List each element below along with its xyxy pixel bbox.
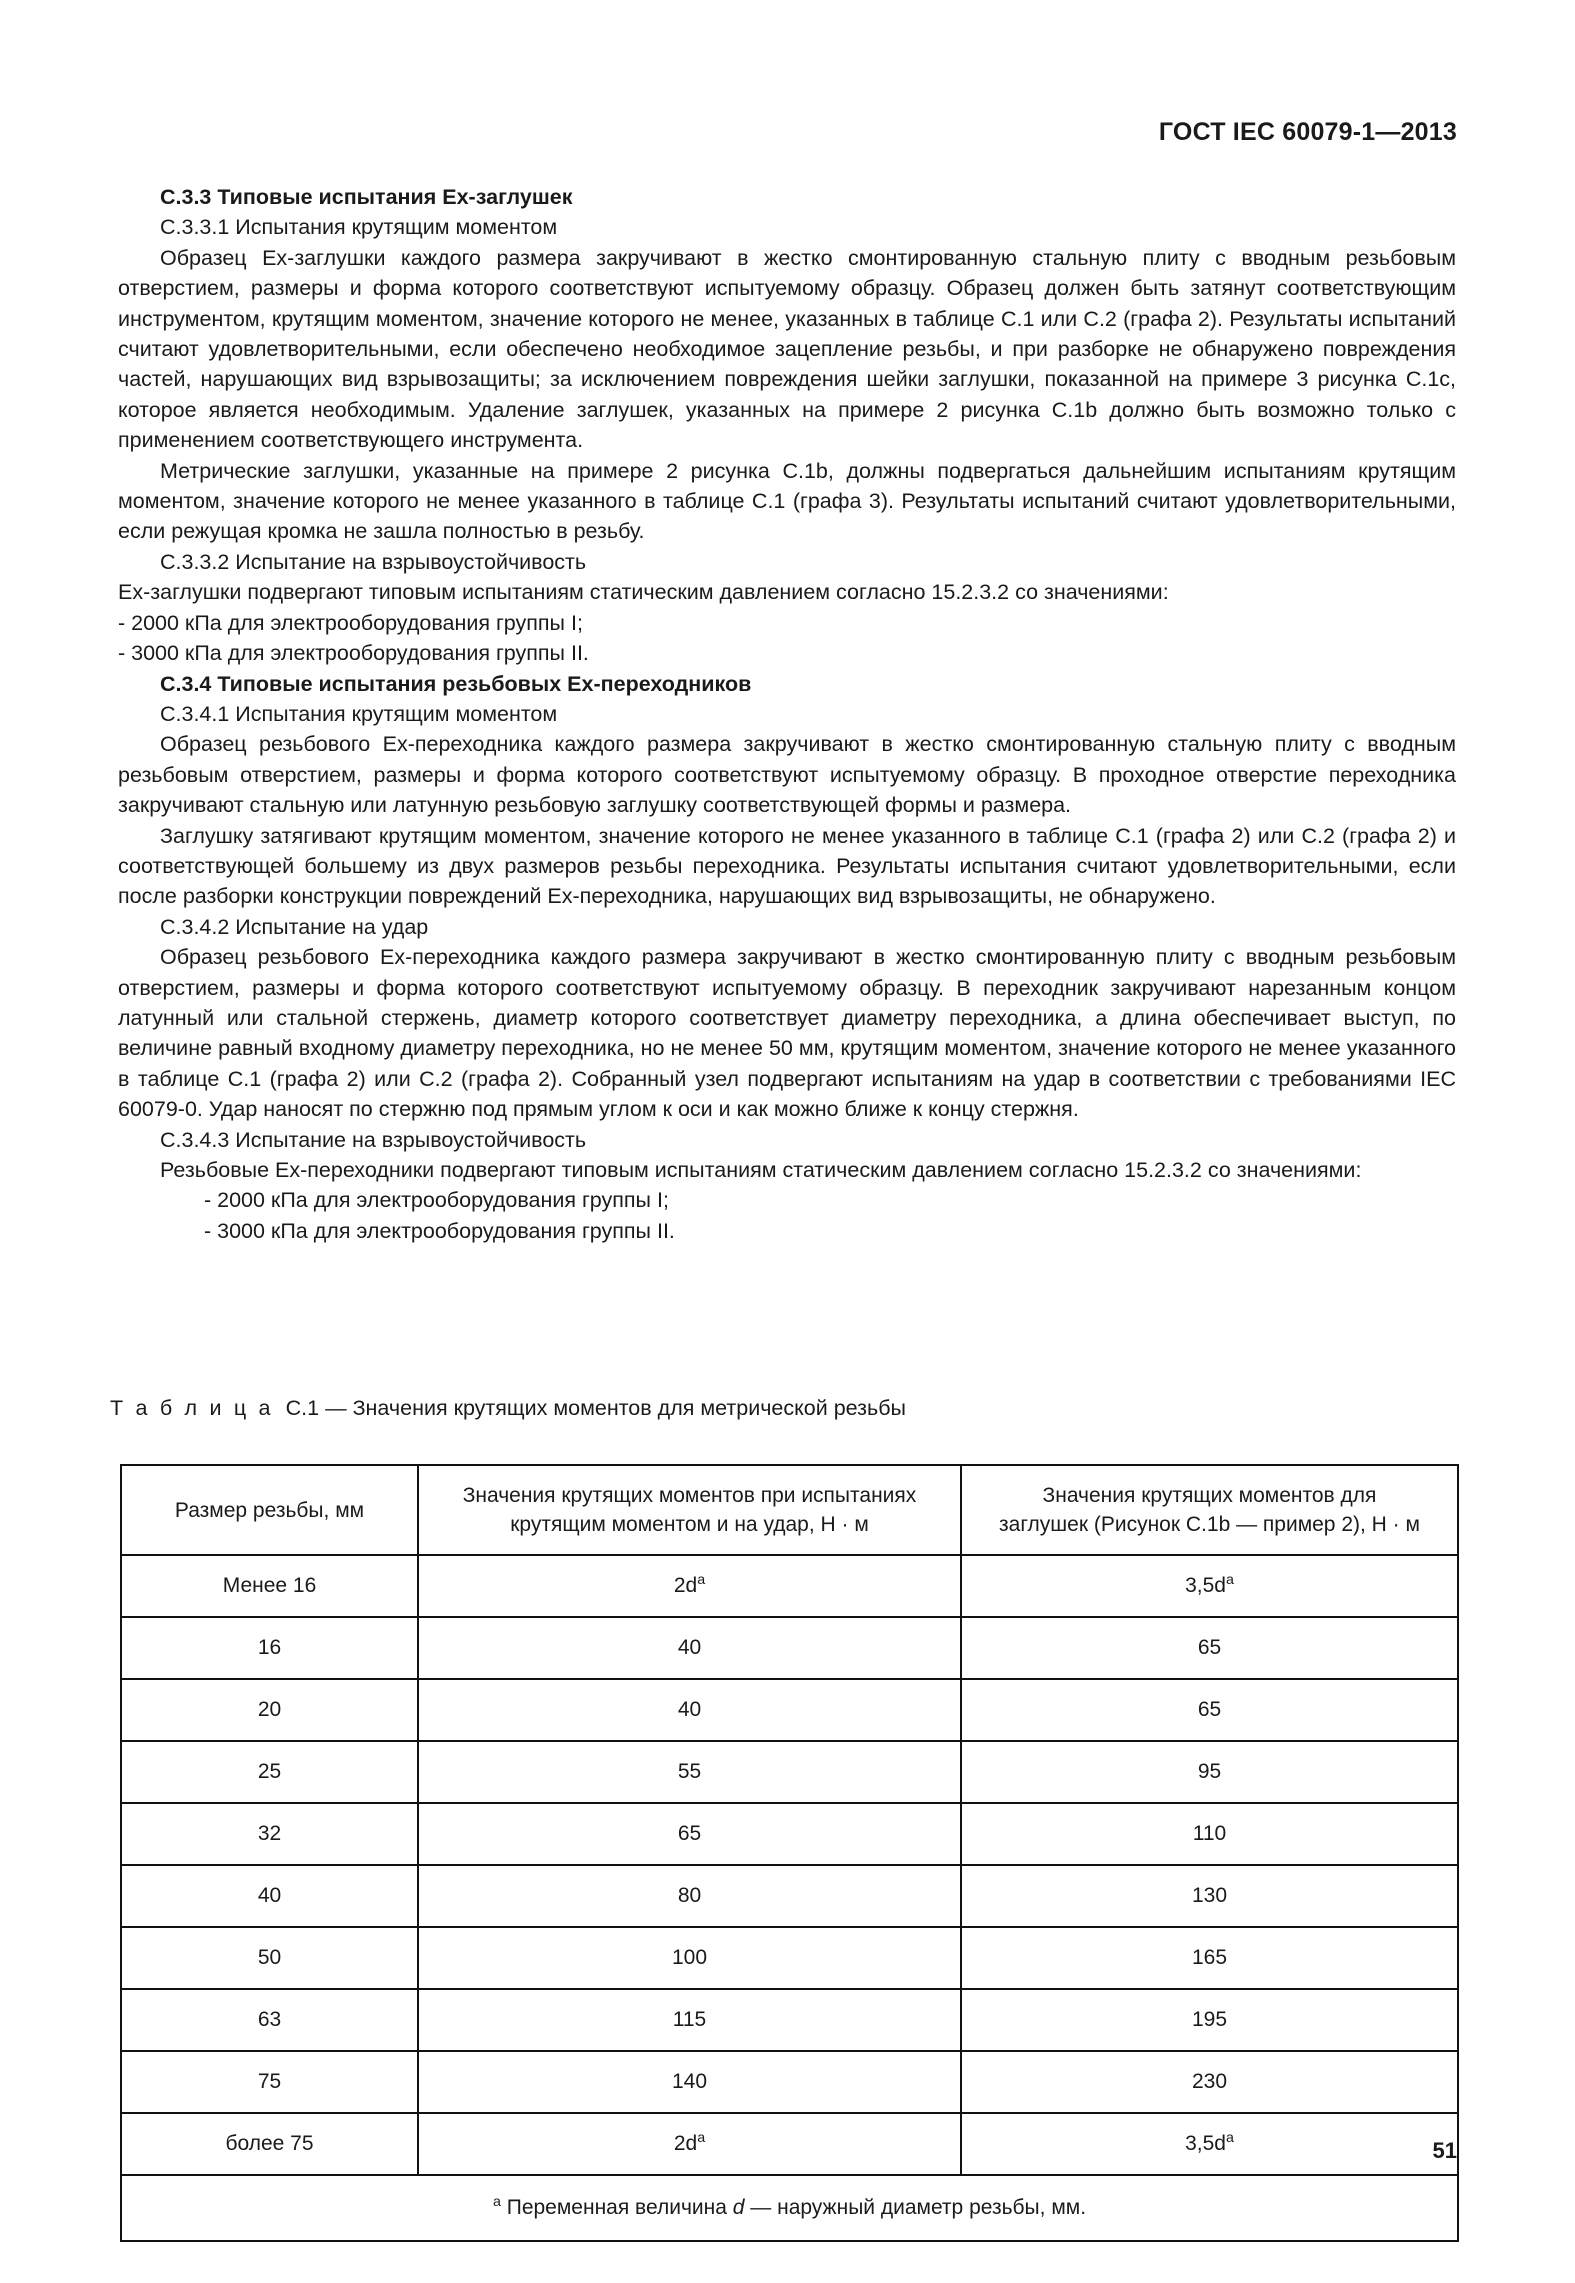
- table-c1: [120, 1464, 1459, 2242]
- column-header-plug-torque: [961, 1465, 1458, 1555]
- heading-c34: C.3.4 Типовые испытания резьбовых Ex-переходников: [160, 671, 752, 696]
- cell-plug-torque: [961, 1679, 1458, 1741]
- column-header-plug-torque-line1: Значения крутящих моментов для: [1042, 1484, 1377, 1507]
- footnote-text-after: — наружный диаметр резьбы, мм.: [744, 2196, 1087, 2219]
- cell-plug-torque-footnote-ref: a: [1225, 1572, 1234, 1588]
- table-row: [121, 1927, 1458, 1989]
- cell-plug-torque: [961, 1803, 1458, 1865]
- heading-c342: C.3.4.2 Испытание на удар: [160, 914, 429, 939]
- cell-thread-size: 75: [121, 2051, 418, 2113]
- cell-torque-impact: [418, 2113, 961, 2175]
- paragraph-c341-2: Заглушку затягивают крутящим моментом, значение которого не менее указанного в таблице С.1 (графа 2) или С.2 (графа 2) и соответствующей большему из двух размеров резьбы переходника. Результаты испытания считают удовлетворительными, если после разборки конструкции повреждений Ex-переходника, нарушающих вид взрывозащиты, не обнаружено.: [118, 823, 1456, 909]
- footnote-marker: a: [492, 2194, 501, 2210]
- table-c1-wrapper: [120, 1464, 1457, 2242]
- cell-torque-impact-value: 115: [672, 2008, 707, 2031]
- cell-torque-impact-value: 65: [677, 1822, 702, 1845]
- paragraph-c343-1: Резьбовые Ex-переходники подвергают типовым испытаниям статическим давлением согласно 15.2.3.2 со значениями:: [160, 1158, 1362, 1182]
- cell-plug-torque-value: 110: [1192, 1822, 1227, 1845]
- cell-plug-torque-value: 195: [1191, 2008, 1228, 2031]
- column-header-thread-size: [121, 1465, 418, 1555]
- cell-plug-torque-value: 3,5d: [1185, 1574, 1226, 1597]
- cell-torque-impact-value: 40: [677, 1698, 702, 1721]
- list-item-c3332-group1: - 2000 кПа для электрооборудования группы I;: [118, 610, 583, 635]
- table-row: [121, 2113, 1458, 2175]
- cell-torque-impact-value: 2d: [673, 2132, 698, 2155]
- table-body: [121, 1555, 1458, 2175]
- cell-thread-size: Менее 16: [121, 1555, 418, 1617]
- heading-c341: C.3.4.1 Испытания крутящим моментом: [160, 701, 558, 726]
- cell-torque-impact: [418, 1741, 961, 1803]
- cell-plug-torque: [961, 1927, 1458, 1989]
- table-caption-number: С.1: [285, 1396, 320, 1420]
- cell-plug-torque: [961, 1741, 1458, 1803]
- column-header-plug-torque-line2: заглушек (Рисунок C.1b — пример 2), Н · м: [999, 1513, 1420, 1536]
- cell-plug-torque: [961, 1617, 1458, 1679]
- list-item-c343-group1: - 2000 кПа для электрооборудования группы I;: [204, 1188, 669, 1213]
- cell-thread-size: 16: [121, 1617, 418, 1679]
- cell-torque-impact-value: 140: [671, 2070, 708, 2093]
- table-caption-dash: —: [325, 1396, 347, 1420]
- heading-c343: C.3.4.3 Испытание на взрывоустойчивость: [160, 1127, 587, 1152]
- cell-torque-impact: [418, 1617, 961, 1679]
- cell-plug-torque-value: 95: [1197, 1760, 1222, 1783]
- cell-torque-impact-value: 55: [677, 1760, 702, 1783]
- running-header-standard-id: ГОСТ IEC 60079-1—2013: [1158, 118, 1457, 146]
- column-header-torque-impact: [418, 1465, 961, 1555]
- cell-plug-torque-value: 230: [1191, 2070, 1228, 2093]
- cell-plug-torque-value: 65: [1197, 1698, 1222, 1721]
- cell-torque-impact: [418, 1989, 961, 2051]
- cell-thread-size: более 75: [121, 2113, 418, 2175]
- cell-torque-impact-footnote-ref: a: [697, 2130, 706, 2146]
- cell-plug-torque-value: 65: [1197, 1636, 1222, 1659]
- paragraph-c3332-1: Ex-заглушки подвергают типовым испытаниям статическим давлением согласно 15.2.3.2 со значениями:: [118, 580, 1169, 605]
- page-number: 51: [1432, 2138, 1457, 2163]
- cell-thread-size: 63: [121, 1989, 418, 2051]
- list-item-c3332-group2: - 3000 кПа для электрооборудования группы II.: [118, 641, 589, 666]
- cell-torque-impact-value: 80: [677, 1884, 702, 1907]
- table-row: [121, 1865, 1458, 1927]
- column-header-torque-impact-line2: крутящим моментом и на удар, Н · м: [510, 1513, 869, 1536]
- cell-torque-impact: [418, 1803, 961, 1865]
- cell-plug-torque: [961, 2051, 1458, 2113]
- cell-plug-torque: [961, 1555, 1458, 1617]
- cell-plug-torque-value: 165: [1191, 1946, 1228, 1969]
- table-header-row: [121, 1465, 1458, 1555]
- column-header-thread-size-line1: Размер резьбы, мм: [174, 1498, 365, 1522]
- paragraph-c3331-1: Образец Ex-заглушки каждого размера закручивают в жестко смонтированную стальную плиту с вводным резьбовым отверстием, размеры и форма которого соответствуют испытуемому образцу. Образец должен быть затянут соответствующим инструментом, крутящим моментом, значение которого не менее, указанных в таблице С.1 или С.2 (графа 2). Результаты испытаний считают удовлетворительными, если обеспечено необходимое зацепление резьбы, и при разборке не обнаружено повреждения частей, нарушающих вид взрывозащиты; за исключением повреждения шейки заглушки, показанной на примере 3 рисунка C.1c, которое является необходимым. Удаление заглушек, указанных на примере 2 рисунка C.1b должно быть возможно только с применением соответствующего инструмента.: [118, 245, 1456, 453]
- cell-torque-impact: [418, 1927, 961, 1989]
- table-footnote-cell: [121, 2175, 1458, 2241]
- cell-thread-size: 40: [121, 1865, 418, 1927]
- cell-plug-torque-value: 130: [1191, 1884, 1228, 1907]
- table-caption-label: Т а б л и ц а: [110, 1396, 274, 1420]
- cell-plug-torque: [961, 2113, 1458, 2175]
- cell-torque-impact-value: 40: [677, 1636, 702, 1659]
- table-row: [121, 2051, 1458, 2113]
- cell-thread-size: 50: [121, 1927, 418, 1989]
- heading-c3332: C.3.3.2 Испытание на взрывоустойчивость: [160, 549, 587, 574]
- cell-plug-torque-footnote-ref: a: [1225, 2130, 1234, 2146]
- table-row: [121, 1803, 1458, 1865]
- cell-plug-torque: [961, 1989, 1458, 2051]
- list-item-c343-group2: - 3000 кПа для электрооборудования группы II.: [204, 1218, 675, 1243]
- cell-torque-impact: [418, 1679, 961, 1741]
- cell-torque-impact: [418, 2051, 961, 2113]
- cell-thread-size: 25: [121, 1741, 418, 1803]
- table-row: [121, 1617, 1458, 1679]
- table-row: [121, 1989, 1458, 2051]
- body-text-block: [118, 182, 1456, 1246]
- heading-c333: C.3.3 Типовые испытания Ex-заглушек: [160, 185, 573, 209]
- paragraph-c342-1: Образец резьбового Ex-переходника каждого размера закручивают в жестко смонтированную плиту с вводным резьбовым отверстием, размеры и форма которого соответствуют испытуемому образцу. В переходник закручивают нарезанным концом латунный или стальной стержень, диаметр которого соответствует диаметру переходника, а длина обеспечивает выступ, по величине равный входному диаметру переходника, но не менее 50 мм, крутящим моментом, значение которого не менее указанного в таблице С.1 (графа 2) или С.2 (графа 2). Собранный узел подвергают испытаниям на удар в соответствии с требованиями IEC 60079-0. Удар наносят по стержню под прямым углом к оси и как можно ближе к концу стержня.: [118, 945, 1456, 1122]
- footnote-italic-symbol: d: [732, 2196, 745, 2219]
- cell-plug-torque: [961, 1865, 1458, 1927]
- heading-c3331: C.3.3.1 Испытания крутящим моментом: [160, 215, 558, 240]
- cell-thread-size: 32: [121, 1803, 418, 1865]
- table-row: [121, 1741, 1458, 1803]
- table-caption-text: Значения крутящих моментов для метрической резьбы: [352, 1396, 906, 1420]
- table-row: [121, 1555, 1458, 1617]
- cell-torque-impact-value: 2d: [673, 1574, 698, 1597]
- footnote-text-before: Переменная величина: [500, 2196, 733, 2219]
- cell-torque-impact-footnote-ref: a: [697, 1572, 706, 1588]
- cell-torque-impact: [418, 1865, 961, 1927]
- table-caption: [110, 1396, 906, 1421]
- paragraph-c341-1: Образец резьбового Ex-переходника каждого размера закручивают в жестко смонтированную стальную плиту с вводным резьбовым отверстием, размеры и форма которого соответствуют испытуемому образцу. В проходное отверстие переходника закручивают стальную или латунную резьбовую заглушку соответствующей формы и размера.: [118, 732, 1456, 818]
- table-row: [121, 1679, 1458, 1741]
- paragraph-c3331-2: Метрические заглушки, указанные на примере 2 рисунка C.1b, должны подвергаться дальнейшим испытаниям крутящим моментом, значение которого не менее указанного в таблице С.1 (графа 3). Результаты испытаний считают удовлетворительными, если режущая кромка не зашла полностью в резьбу.: [118, 458, 1456, 544]
- cell-plug-torque-value: 3,5d: [1185, 2132, 1226, 2155]
- cell-torque-impact-value: 100: [671, 1946, 708, 1969]
- cell-thread-size: 20: [121, 1679, 418, 1741]
- cell-torque-impact: [418, 1555, 961, 1617]
- column-header-torque-impact-line1: Значения крутящих моментов при испытаниях: [462, 1484, 917, 1507]
- table-footnote-row: [121, 2175, 1458, 2241]
